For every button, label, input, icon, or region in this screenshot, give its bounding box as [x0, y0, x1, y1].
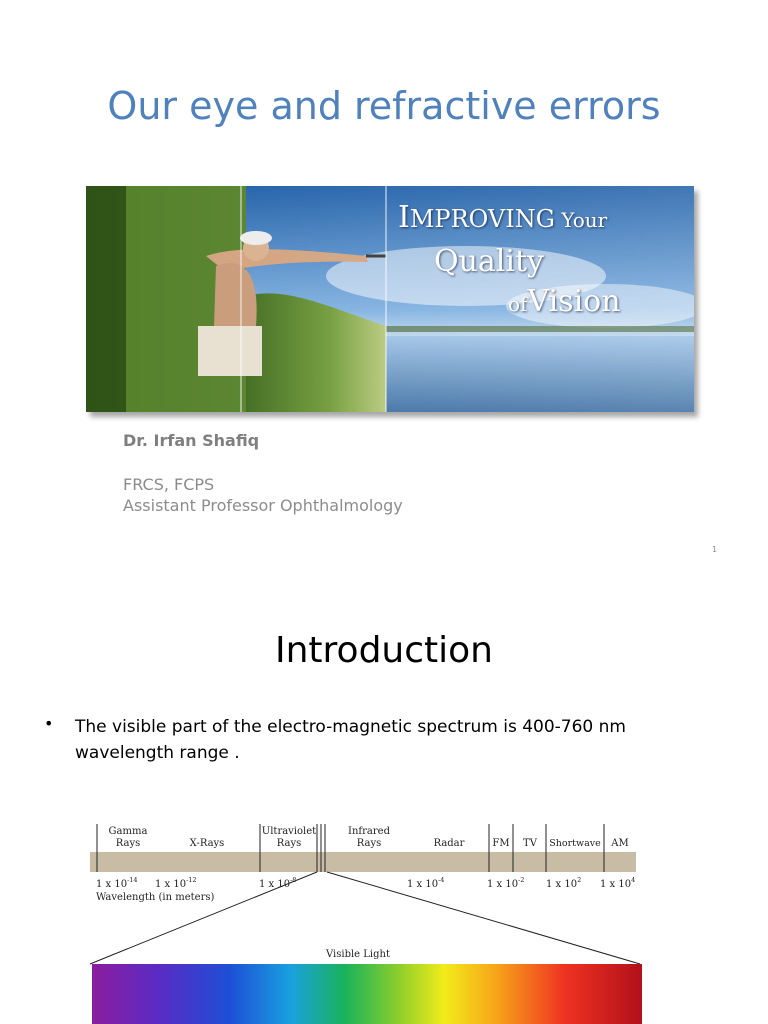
band-xrays: X-Rays — [189, 838, 225, 849]
spectrum-band-bar — [90, 852, 636, 872]
wavelength-label: 1 x $10^4$ — [600, 876, 636, 890]
visible-light-label: Visible Light — [326, 949, 390, 960]
visible-light-rainbow — [92, 964, 642, 1024]
bullet-text: The visible part of the electro-magnetic spectrum is 400-760 nm wavelength range . — [75, 717, 626, 763]
wavelength-label: 1 x $10^2$ — [546, 876, 582, 890]
banner-line-1: IMPROVING Your — [398, 200, 608, 235]
band-am: AM — [611, 838, 629, 849]
wavelength-label: 1 x $10^{-14}$ — [96, 876, 138, 890]
bullet-icon: • — [44, 714, 54, 733]
axis-label: Wavelength (in meters) — [96, 892, 215, 903]
band-radar: Radar — [433, 838, 465, 849]
band-shortwave: Shortwave — [549, 838, 601, 849]
banner-line-2: Quality — [434, 244, 544, 279]
wavelength-label: 1 x $10^{-8}$ — [259, 876, 297, 890]
em-spectrum-diagram — [0, 814, 768, 1024]
band-gamma-line1: Gamma — [108, 826, 148, 837]
band-uv-line1: Ultraviolet — [261, 826, 317, 837]
author-name: Dr. Irfan Shafiq — [123, 431, 260, 450]
page-number: 1 — [712, 545, 718, 554]
wavelength-label: 1 x $10^{-2}$ — [487, 876, 525, 890]
band-infrared-line1: Infrared — [348, 826, 390, 837]
banner-line-3: ofVision — [508, 284, 621, 319]
vision-banner-image — [86, 186, 694, 412]
band-fm: FM — [492, 838, 510, 849]
band-uv-line2: Rays — [276, 838, 302, 849]
wavelength-label: 1 x $10^{-4}$ — [407, 876, 445, 890]
position-line: Assistant Professor Ophthalmology — [123, 496, 403, 515]
slide-title: Our eye and refractive errors — [107, 84, 661, 128]
band-gamma-line2: Rays — [115, 838, 141, 849]
band-tv: TV — [523, 838, 537, 849]
band-labels — [109, 826, 629, 849]
author-credentials — [123, 474, 403, 516]
wavelength-label: 1 x $10^{-12}$ — [155, 876, 197, 890]
credentials-line: FRCS, FCPS — [123, 475, 215, 494]
introduction-slide — [0, 578, 768, 1024]
band-infrared-line2: Rays — [356, 838, 382, 849]
slide-title: Introduction — [274, 630, 493, 671]
